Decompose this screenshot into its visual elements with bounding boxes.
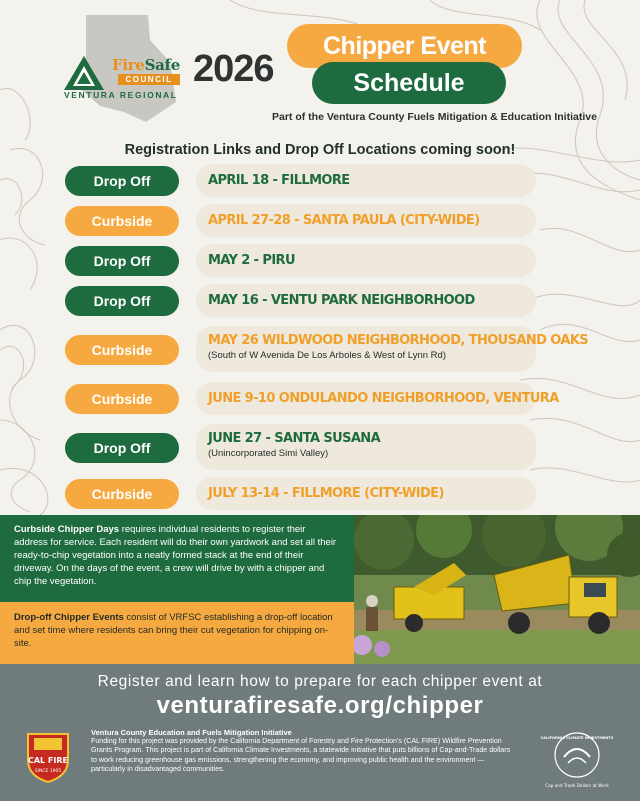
event-row [0,424,640,470]
event-type-badge: Drop Off [65,246,179,276]
event-type-badge: Curbside [65,206,179,236]
event-bar [196,477,536,510]
event-bar [196,382,559,415]
cal-fire-label: CAL FIRE [27,756,69,765]
event-bar [196,326,589,372]
logo-text: FireSafe [112,56,180,74]
logo-council: COUNCIL [118,74,180,85]
dropoff-info-text: consist of VRFSC establishing a drop-off location and set time where residents can bring their cut vegetation for chipping on-site. [14,612,333,649]
funding-title: Ventura County Education and Fuels Mitigation Initiative [91,728,292,737]
footer [0,664,640,801]
curbside-info-text: requires individual residents to register their address for service. Each resident will do their own yardwork and set all their ready-to-chip vegetation into a neatly formed stack at the end of their driveway. On the days of the event, a crew will drive by with a chipper and chip the vegetation. [14,524,337,587]
event-title: JULY 13-14 - FILLMORE (CITY-WIDE) [208,486,444,501]
title-chipper-event: Chipper Event [287,24,522,68]
california-climate-investments-logo [540,727,614,793]
event-row [0,244,640,278]
event-row [0,326,640,372]
event-type-badge: Curbside [65,335,179,365]
event-title: APRIL 27-28 - SANTA PAULA (CITY-WIDE) [208,213,480,228]
event-row [0,477,640,511]
event-type-badge: Curbside [65,384,179,414]
event-bar [196,164,536,197]
event-title: MAY 2 - PIRU [208,253,295,268]
event-row [0,284,640,318]
year-heading: 2026 [193,48,274,90]
event-bar [196,204,536,237]
dropoff-info-lead: Drop-off Chipper Events [14,612,124,623]
event-bar [196,424,536,470]
mountain-triangle-icon [62,54,106,92]
event-bar [196,284,536,317]
event-type-badge: Drop Off [65,166,179,196]
dropoff-info-panel [0,602,354,664]
registration-notice: Registration Links and Drop Off Locations coming soon! [124,142,516,158]
cci-name: CALIFORNIA CLIMATE INVESTMENTS [540,736,614,740]
event-note: (South of W Avenida De Los Arboles & West of Lynn Rd) [208,350,446,361]
chipper-truck-photo [354,515,640,664]
event-title: JUNE 27 - SANTA SUSANA [208,431,381,446]
subtitle: Part of the Ventura County Fuels Mitigation & Education Initiative [272,111,597,123]
event-type-badge: Drop Off [65,433,179,463]
event-row [0,164,640,198]
event-title: MAY 26 WILDWOOD NEIGHBORHOOD, THOUSAND OAKS [208,333,589,348]
event-row [0,204,640,238]
event-type-badge: Drop Off [65,286,179,316]
event-title: MAY 16 - VENTU PARK NEIGHBORHOOD [208,293,475,308]
chipper-url-link[interactable]: venturafiresafe.org/chipper [156,692,484,719]
curbside-info-panel [0,515,354,602]
curbside-info-lead: Curbside Chipper Days [14,524,120,535]
event-title: JUNE 9-10 ONDULANDO NEIGHBORHOOD, VENTURA [208,391,559,406]
funding-text: Funding for this project was provided by the California Department of Forestry and Fire Protection's (CAL FIRE) Wildfire Prevention Grants Program. This project is part of California Climate Investments, a statewide initiative that puts billions of Cap-and-Trade dollars to work reducing greenhouse gas emissions, strengthening the economy, and improving public health and the environment — particularly in disadvantaged communities. [91,737,511,774]
cci-tagline: Cap and Trade Dollars at Work [545,783,609,788]
cal-fire-since: SINCE 1905 [34,769,62,774]
cal-fire-badge-icon [24,730,72,784]
title-schedule: Schedule [312,62,506,104]
event-bar [196,244,536,277]
logo-regional: VENTURA REGIONAL [64,90,178,100]
event-type-badge: Curbside [65,479,179,509]
event-title: APRIL 18 - FILLMORE [208,173,350,188]
firesafe-council-logo [62,50,190,102]
register-text: Register and learn how to prepare for each chipper event at [97,673,543,690]
event-row [0,382,640,416]
event-note: (Unincorporated Simi Valley) [208,448,329,459]
